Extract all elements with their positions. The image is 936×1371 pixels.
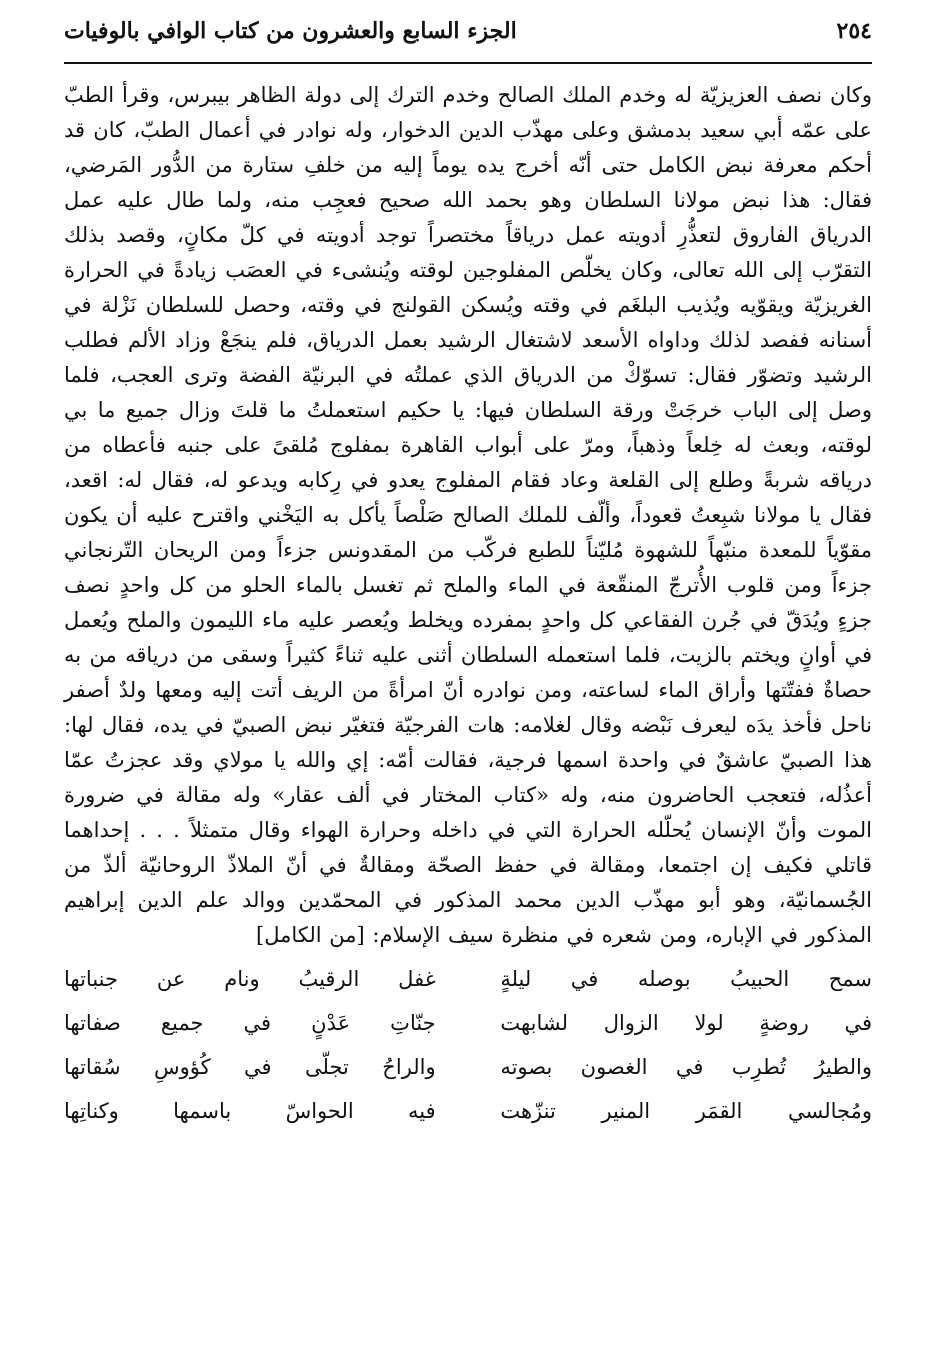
verse-second-hemistich: جنّاتِ عَدْنٍ في جميع صفاتها <box>64 1011 436 1035</box>
verse-first-hemistich: ومُجالسي القمَر المنير تنزّهت <box>500 1099 872 1123</box>
verse-first-hemistich: سمح الحبيبُ بوصله في ليلةٍ <box>500 967 872 991</box>
verse-second-hemistich: والراحُ تجلّى في كُؤوسِ سُقاتها <box>64 1055 436 1079</box>
verse-second-hemistich: غفل الرقيبُ ونام عن جنباتها <box>64 967 436 991</box>
verse-first-hemistich: والطيرُ تُطرِب في الغصون بصوته <box>500 1055 872 1079</box>
poem-verse <box>64 1045 872 1089</box>
header-rule <box>64 62 872 64</box>
poem-verse <box>64 1089 872 1133</box>
verse-first-hemistich: في روضةٍ لولا الزوال لشابهت <box>500 1011 872 1035</box>
poem-verse <box>64 1001 872 1045</box>
page-header <box>64 18 872 56</box>
body-paragraph: وكان نصف العزيزيّة له وخدم الملك الصالح وخدم الترك إلى دولة الظاهر بيبرس، وقرأ الطبّ على عمّه أبي سعيد بدمشق وعلى مهذّب الدين الدخوار، وله نوادر في أعمال الطبّ، كان قد أحكم معرفة نبض الكامل حتى أنّه أخرج يده يوماً إليه من خلفِ ستارة من الدُّور المَرضي، فقال: هذا نبض مولانا السلطان وهو بحمد الله صحيح فعجِب منه، ولما طال عليه عمل الدرياق الفاروق لتعذُّرِ أدويته عمل درياقاً مختصراً توجد أدويته في كلّ مكانٍ، وقصد بذلك التقرّب إلى الله تعالى، وكان يخلّص المفلوجين لوقته ويُنشىء في العصَب زيادةً في الحرارة الغريزيّة ويقوّيه ويُذيب البلغَم في وقته ويُسكن القولنج في وقته، وحصل للسلطان نَزْلة في أسنانه ففصد لذلك وداواه الأسعد لاشتغال الرشيد بعمل الدرياق، فلم ينجَعْ وزاد الألم فطلب الرشيد وتضوّر فقال: تسوّكْ من الدرياق الذي عملتُه في البرنيّة الفضة وترى العجب، فلما وصل إلى الباب خرجَتْ ورقة السلطان فيها: يا حكيم استعملتُ ما قلتَ وزال جميع ما بي لوقته، وبعث له خِلعاً وذهباً، ومرّ على أبواب القاهرة بمفلوج مُلقىً على جنبه فأعطاه من درياقه شربةً وطلع إلى القلعة وعاد فقام المفلوج يعدو في رِكابه ويدعو له، فقال له: اقعد، فقال يا مولانا شبِعتُ قعوداً، وألّف للملك الصالح صَلْصاً يأكل به اليَخْني واقترح عليه أن يكون مقوّياً للمعدة منبّهاً للشهوة مُليّناً للطبع فركّب من المقدونس جزءاً ومن الريحان التّرنجاني جزءاً ومن قلوب الأُترجّ المنقّعة في الماء والملح ثم تغسل بالماء الحلو من كل واحدٍ نصف جزءٍ ويُدَقّ في جُرن الفقاعي كل واحدٍ بمفرده ويخلط ويُعصر عليه ماء الليمون والملح ويُعمل في أوانٍ ويختم بالزيت، فلما استعمله السلطان أثنى عليه ثناءً كثيراً وسقى من درياقه من به حصاةٌ ففتّتها وأراق الماء لساعته، ومن نوادره أنّ امرأةً من الريف أتت إليه ومعها ولدٌ أصفر ناحل فأخذ يدَه ليعرف نَبْضه وقال لغلامه: هات الفرجيّة فتغيّر نبض الصبيّ في يده، فقال لها: هذا الصبيّ عاشقٌ في واحدة اسمها فرجية، فقالت أمّه: إي والله يا مولاي وقد عجزتُ عمّا أعذُله، فتعجب الحاضرون منه، وله «كتاب المختار في ألف عقار» وله مقالة في ضرورة الموت وأنّ الإنسان يُحلّله الحرارة التي في داخله وحرارة الهواء وقال متمثلاً . . . إحداهما قاتلي فكيف إن اجتمعا، ومقالة في حفظ الصحّة ومقالةٌ في أنّ الملاذّ الروحانيّة ألذّ من الجُسمانيّة، وهو أبو مهذّب الدين محمد المذكور في المحمّدين ووالد علم الدين إبراهيم المذكور في الإباره، ومن شعره في منظرة سيف الإسلام: [من الكامل] <box>64 83 873 947</box>
page-number: ٢٥٤ <box>836 18 872 44</box>
running-title: الجزء السابع والعشرون من كتاب الوافي بالوفيات <box>64 18 517 44</box>
poem-verse <box>64 957 872 1001</box>
poem <box>64 957 872 1133</box>
verse-second-hemistich: فيه الحواسّ باسمها وكناتِها <box>64 1099 436 1123</box>
